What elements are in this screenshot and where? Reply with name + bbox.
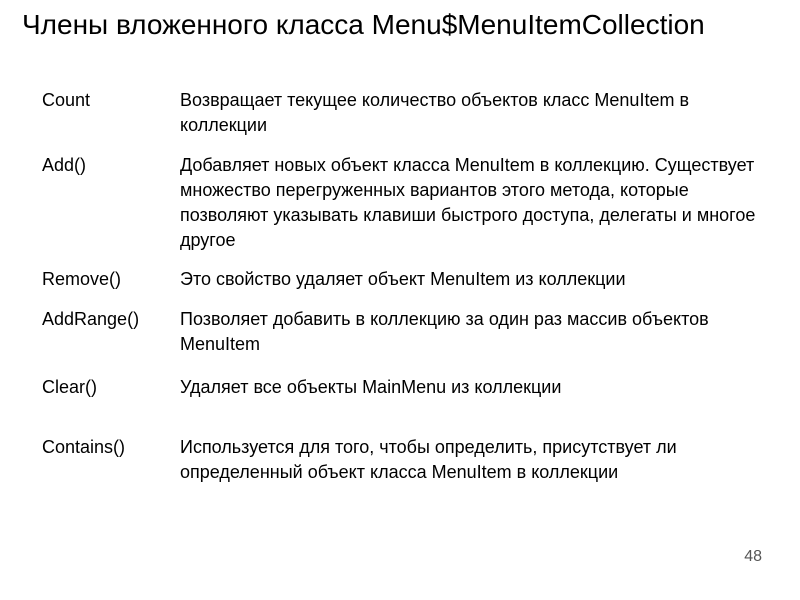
members-table xyxy=(34,82,782,491)
member-name: Clear() xyxy=(42,377,98,397)
table-row xyxy=(34,367,782,427)
member-description: Позволяет добавить в коллекцию за один раз массив объектов MenuItem xyxy=(180,309,709,354)
table-row xyxy=(34,427,782,491)
member-name: Count xyxy=(42,90,91,110)
member-name: AddRange() xyxy=(42,309,140,329)
member-description: Возвращает текущее количество объектов класс MenuItem в коллекции xyxy=(180,90,690,135)
member-name: Contains() xyxy=(42,437,126,457)
member-description: Это свойство удаляет объект MenuItem из коллекции xyxy=(180,269,626,289)
table-row xyxy=(34,146,782,260)
member-description: Удаляет все объекты MainMenu из коллекции xyxy=(180,377,562,397)
page-number: 48 xyxy=(744,548,762,565)
member-name: Remove() xyxy=(42,269,122,289)
member-name: Add() xyxy=(42,155,87,175)
table-row xyxy=(34,260,782,299)
table-row xyxy=(34,299,782,367)
slide-title: Члены вложенного класса Menu$MenuItemCollection xyxy=(22,9,705,40)
member-description: Используется для того, чтобы определить, присутствует ли определенный объект класса MenuItem в коллекции xyxy=(180,437,677,482)
member-description: Добавляет новых объект класса MenuItem в коллекцию. Существует множество перегруженных вариантов этого метода, которые позволяют указывать клавиши быстрого доступа, делегаты и многое другое xyxy=(180,155,756,250)
table-row xyxy=(34,82,782,146)
